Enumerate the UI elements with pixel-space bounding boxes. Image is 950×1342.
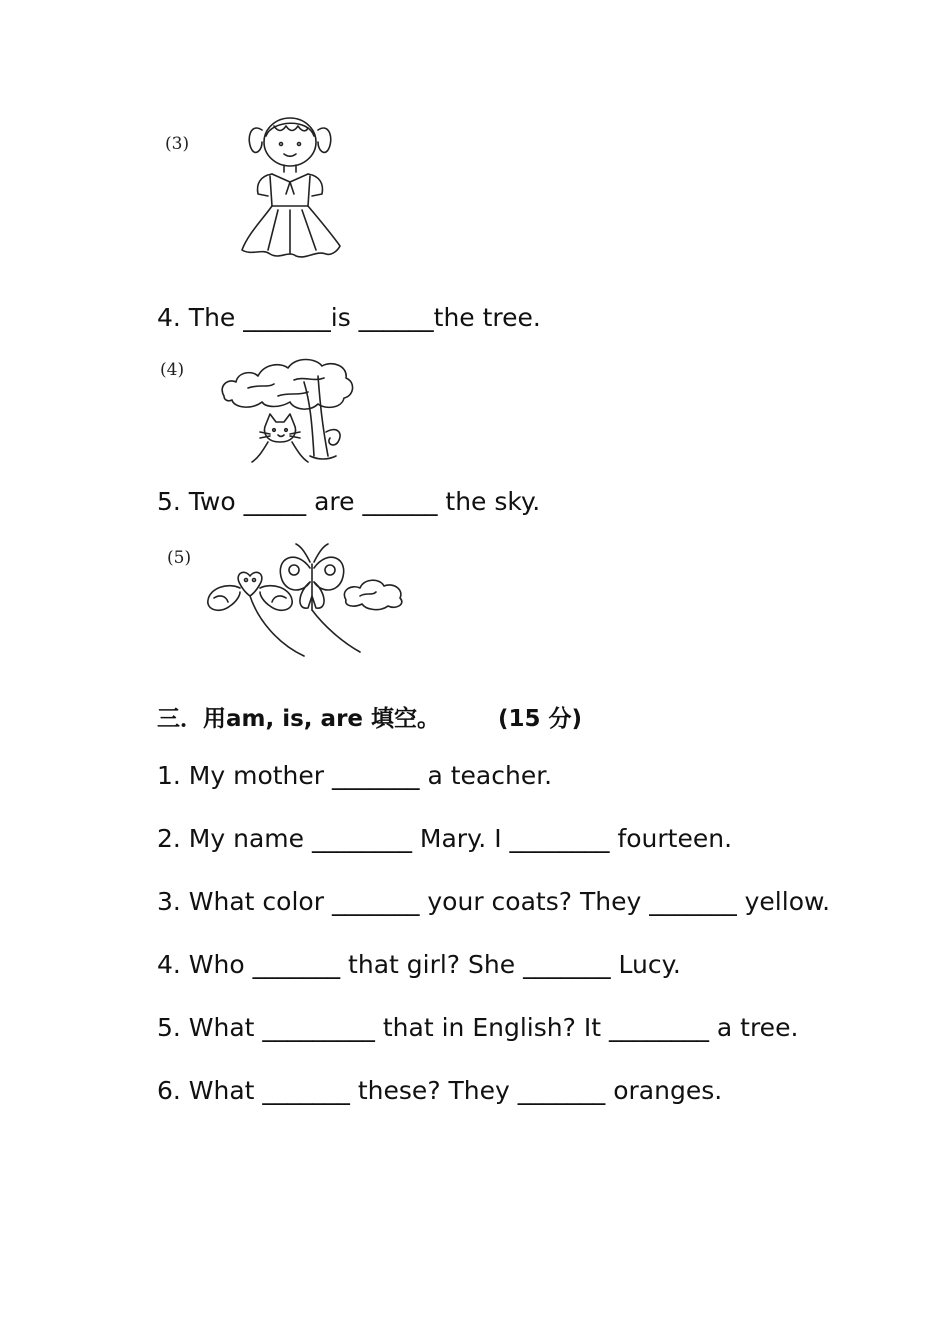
- question-3-5: 5. What _________ that in English? It ________ a tree.: [157, 1013, 799, 1042]
- question-2-5: 5. Two _____ are ______ the sky.: [157, 487, 541, 516]
- question-3-3: 3. What color _______ your coats? They _______ yellow.: [157, 887, 831, 916]
- girl-drawing-icon: [232, 110, 362, 260]
- section-3-title: 三．用am, is, are 填空。: [157, 706, 441, 732]
- question-3-4: 4. Who _______ that girl? She _______ Lucy.: [157, 950, 681, 979]
- figure-label-5: (5): [167, 548, 192, 568]
- figure-label-3: (3): [165, 134, 190, 154]
- section-3-heading: [157, 700, 582, 733]
- question-3-1: 1. My mother _______ a teacher.: [157, 761, 553, 790]
- figure-label-4: (4): [160, 360, 185, 380]
- question-3-6: 6. What _______ these? They _______ oranges.: [157, 1076, 723, 1105]
- question-2-4: 4. The _______is ______the tree.: [157, 303, 541, 332]
- kites-in-sky-drawing-icon: [200, 540, 410, 658]
- section-3-score: (15 分): [498, 706, 583, 732]
- question-3-2: 2. My name ________ Mary. I ________ fourteen.: [157, 824, 733, 853]
- cat-under-tree-drawing-icon: [218, 352, 358, 464]
